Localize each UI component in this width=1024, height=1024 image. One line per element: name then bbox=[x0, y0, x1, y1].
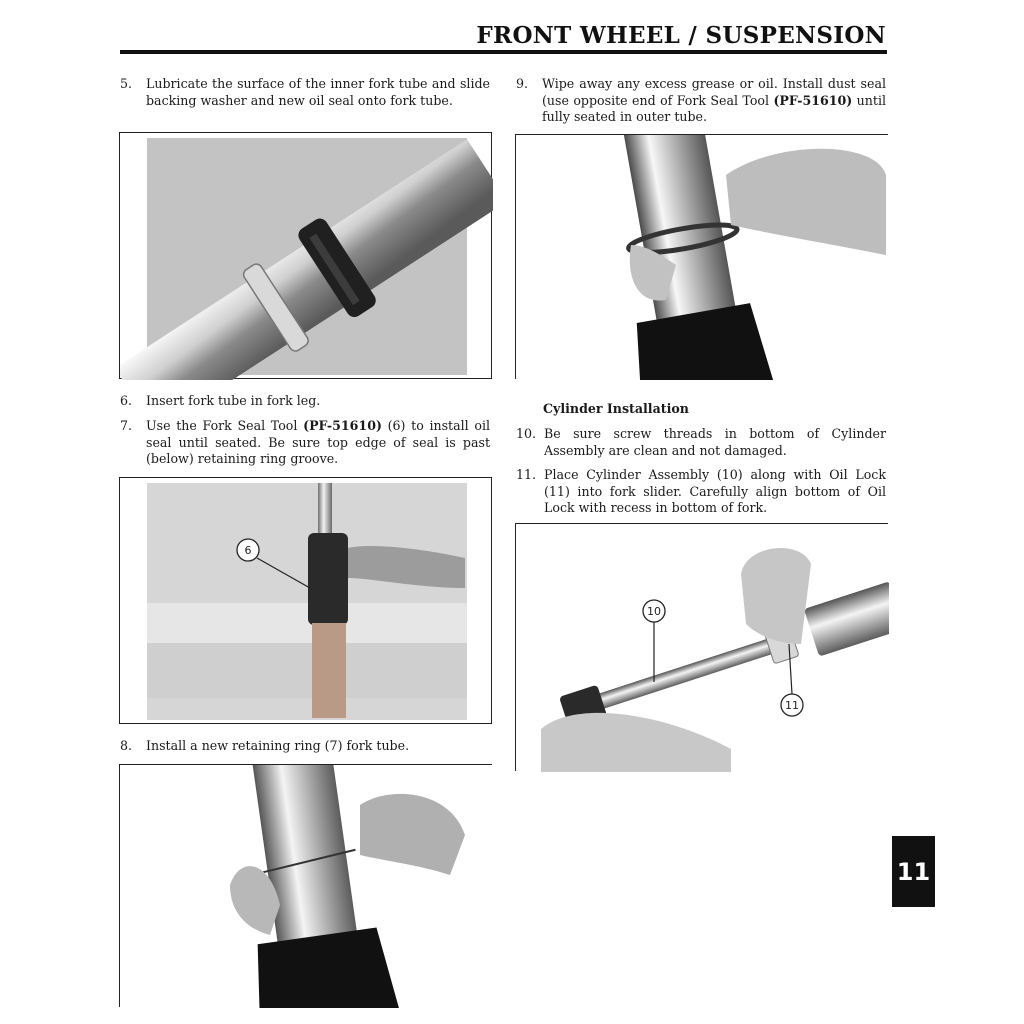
figure-seal-tool bbox=[119, 477, 492, 724]
step-9 bbox=[516, 76, 886, 126]
figure-retaining-ring bbox=[119, 764, 492, 1007]
figure-dust-seal bbox=[515, 134, 888, 379]
step-8 bbox=[120, 738, 490, 755]
callout-11: 11 bbox=[785, 699, 799, 712]
callout-10: 10 bbox=[647, 605, 661, 618]
step-number: 5. bbox=[120, 76, 133, 91]
step-text-cont: (6) to install oil seal until seated. Be sure top edge of seal is past (below) retaining ring groove. bbox=[146, 418, 491, 466]
figure-cylinder-assembly bbox=[515, 523, 888, 771]
step-7 bbox=[120, 418, 490, 468]
tool-part-number: (PF-51610) bbox=[773, 92, 853, 108]
step-text: Lubricate the surface of the inner fork tube and slide backing washer and new oil seal onto fork tube. bbox=[146, 76, 490, 108]
step-6 bbox=[120, 393, 490, 410]
page-header-title: FRONT WHEEL / SUSPENSION bbox=[476, 22, 886, 49]
tool-part-number: (PF-51610) bbox=[303, 418, 382, 433]
step-11 bbox=[516, 467, 886, 517]
step-text: Place Cylinder Assembly (10) along with Oil Lock (11) into fork slider. Carefully align bottom of Oil Lock with recess in bottom of fork. bbox=[544, 467, 886, 515]
step-number: 8. bbox=[120, 738, 133, 753]
step-5 bbox=[120, 76, 490, 109]
step-text: Wipe away any excess grease or oil. Install dust seal (use opposite end of Fork Seal Tool bbox=[542, 76, 886, 108]
step-number: 10. bbox=[516, 426, 537, 441]
step-text: Insert fork tube in fork leg. bbox=[146, 393, 321, 408]
step-number: 7. bbox=[120, 418, 133, 433]
step-number: 9. bbox=[516, 76, 529, 91]
chapter-tab: 11 bbox=[892, 836, 935, 907]
callout-6: 6 bbox=[244, 544, 252, 557]
step-text: Use the Fork Seal Tool bbox=[146, 418, 304, 433]
figure-oil-seal bbox=[119, 132, 492, 379]
section-heading-cylinder: Cylinder Installation bbox=[543, 401, 689, 416]
header-rule bbox=[120, 50, 887, 54]
step-10 bbox=[516, 426, 886, 459]
step-number: 6. bbox=[120, 393, 133, 408]
step-text: Be sure screw threads in bottom of Cylinder Assembly are clean and not damaged. bbox=[544, 426, 886, 458]
step-number: 11. bbox=[516, 467, 537, 482]
step-text-cont: until fully seated in outer tube. bbox=[542, 92, 887, 124]
step-text: Install a new retaining ring (7) fork tube. bbox=[146, 738, 410, 753]
